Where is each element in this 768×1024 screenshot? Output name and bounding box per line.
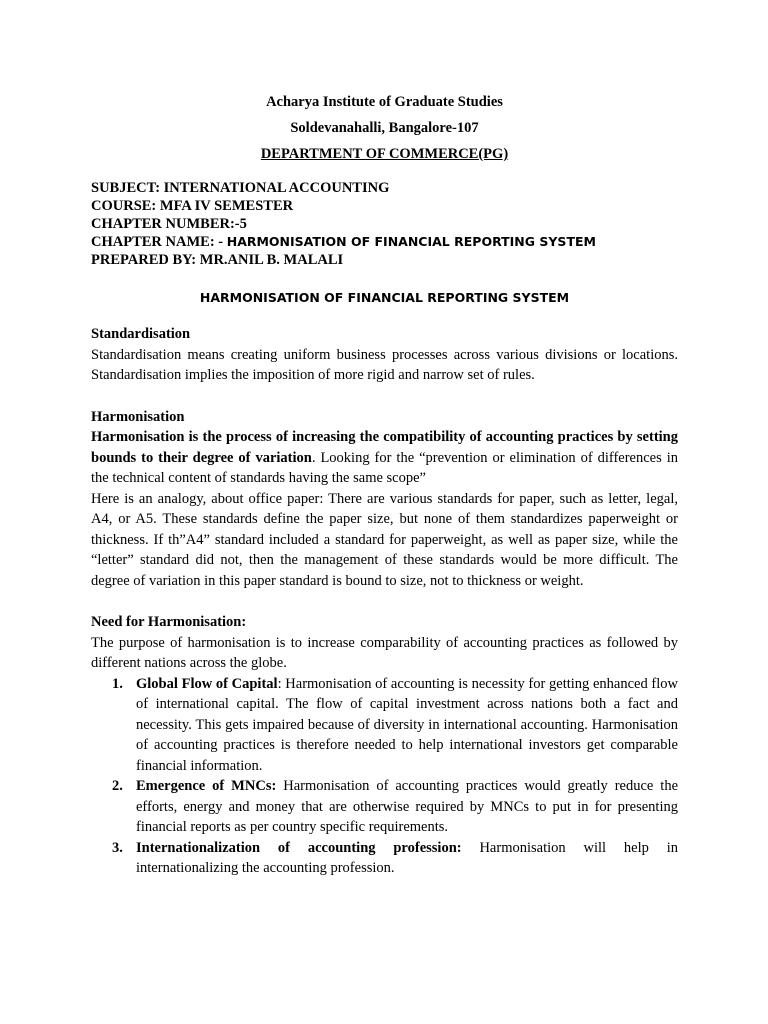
chapter-name-line: [91, 233, 678, 251]
prepared-by-line: PREPARED BY: MR.ANIL B. MALALI: [91, 252, 344, 268]
document-title: HARMONISATION OF FINANCIAL REPORTING SYSTEM: [199, 290, 570, 305]
harmonisation-definition: [91, 427, 678, 489]
harmonisation-analogy: Here is an analogy, about office paper: There are various standards for paper, such as letter, legal, A4, or A5. These standards define the paper size, but none of them standardizes paperweight or thickness. If th”A4” standard included a standard for paperweight, as well as paper size, while the “letter” standard did not, then the management of these standards would be more difficult. The degree of variation in this paper standard is bound to size, not to thickness or weight.: [91, 490, 678, 589]
chapter-name-label: CHAPTER NAME: -: [91, 234, 227, 250]
institute-address: Soldevanahalli, Bangalore-107: [290, 120, 479, 136]
list-item-title: Emergence of MNCs:: [136, 778, 277, 794]
list-item-sep: [462, 840, 480, 856]
need-section: [91, 612, 678, 879]
need-heading: Need for Harmonisation:: [91, 614, 247, 630]
need-list: [91, 674, 678, 879]
list-item-sep: :: [277, 675, 286, 692]
list-item-number: 1.: [112, 675, 123, 692]
list-item-title: Global Flow of Capital: [136, 675, 278, 692]
list-item-number: 3.: [112, 839, 123, 856]
harmonisation-definition-bold: Harmonisation is the process of increasing the compatibility of accounting practices by setting bounds to their degree of variation: [91, 429, 678, 466]
list-item-text: Harmonisation of accounting is necessity for getting enhanced flow of international capital. The flow of capital investment across nations both a fact and necessity. This gets impaired because of diversity in international accounting. Harmonisation of accounting practices is therefore needed to help international investors get comparable financial information.: [136, 675, 678, 774]
chapter-name-value: HARMONISATION OF FINANCIAL REPORTING SYSTEM: [226, 234, 596, 249]
chapter-number-line: CHAPTER NUMBER:-5: [91, 216, 247, 232]
standardisation-body: Standardisation means creating uniform business processes across various divisions or locations. Standardisation implies the imposition of more rigid and narrow set of rules.: [91, 346, 678, 383]
department-title: DEPARTMENT OF COMMERCE(PG): [260, 146, 509, 162]
harmonisation-section: [91, 407, 678, 592]
need-intro: The purpose of harmonisation is to increase comparability of accounting practices as followed by different nations across the globe.: [91, 634, 678, 671]
course-line: COURSE: MFA IV SEMESTER: [91, 198, 294, 214]
standardisation-section: [91, 324, 678, 386]
harmonisation-heading: Harmonisation: [91, 408, 185, 425]
list-item-title: Internationalization of accounting profession:: [136, 839, 462, 856]
course-meta: [91, 179, 678, 269]
list-item-text: Harmonisation of accounting practices would greatly reduce the efforts, energy and money that are otherwise required by MNCs to put in for presenting financial reports as per country specific requirements.: [136, 778, 679, 835]
institute-name: Acharya Institute of Graduate Studies: [266, 94, 503, 110]
subject-line: SUBJECT: INTERNATIONAL ACCOUNTING: [91, 180, 390, 196]
document-page: [91, 92, 678, 879]
list-item: [91, 674, 678, 777]
list-item-text: Harmonisation will help in internationalizing the accounting profession.: [136, 839, 678, 876]
list-item: [91, 838, 678, 879]
list-item: [91, 776, 678, 838]
harmonisation-definition-rest: . Looking for the “prevention or elimination of differences in the technical content of standards having the same scope”: [91, 449, 678, 486]
list-item-number: 2.: [112, 778, 123, 794]
standardisation-heading: Standardisation: [91, 326, 191, 342]
